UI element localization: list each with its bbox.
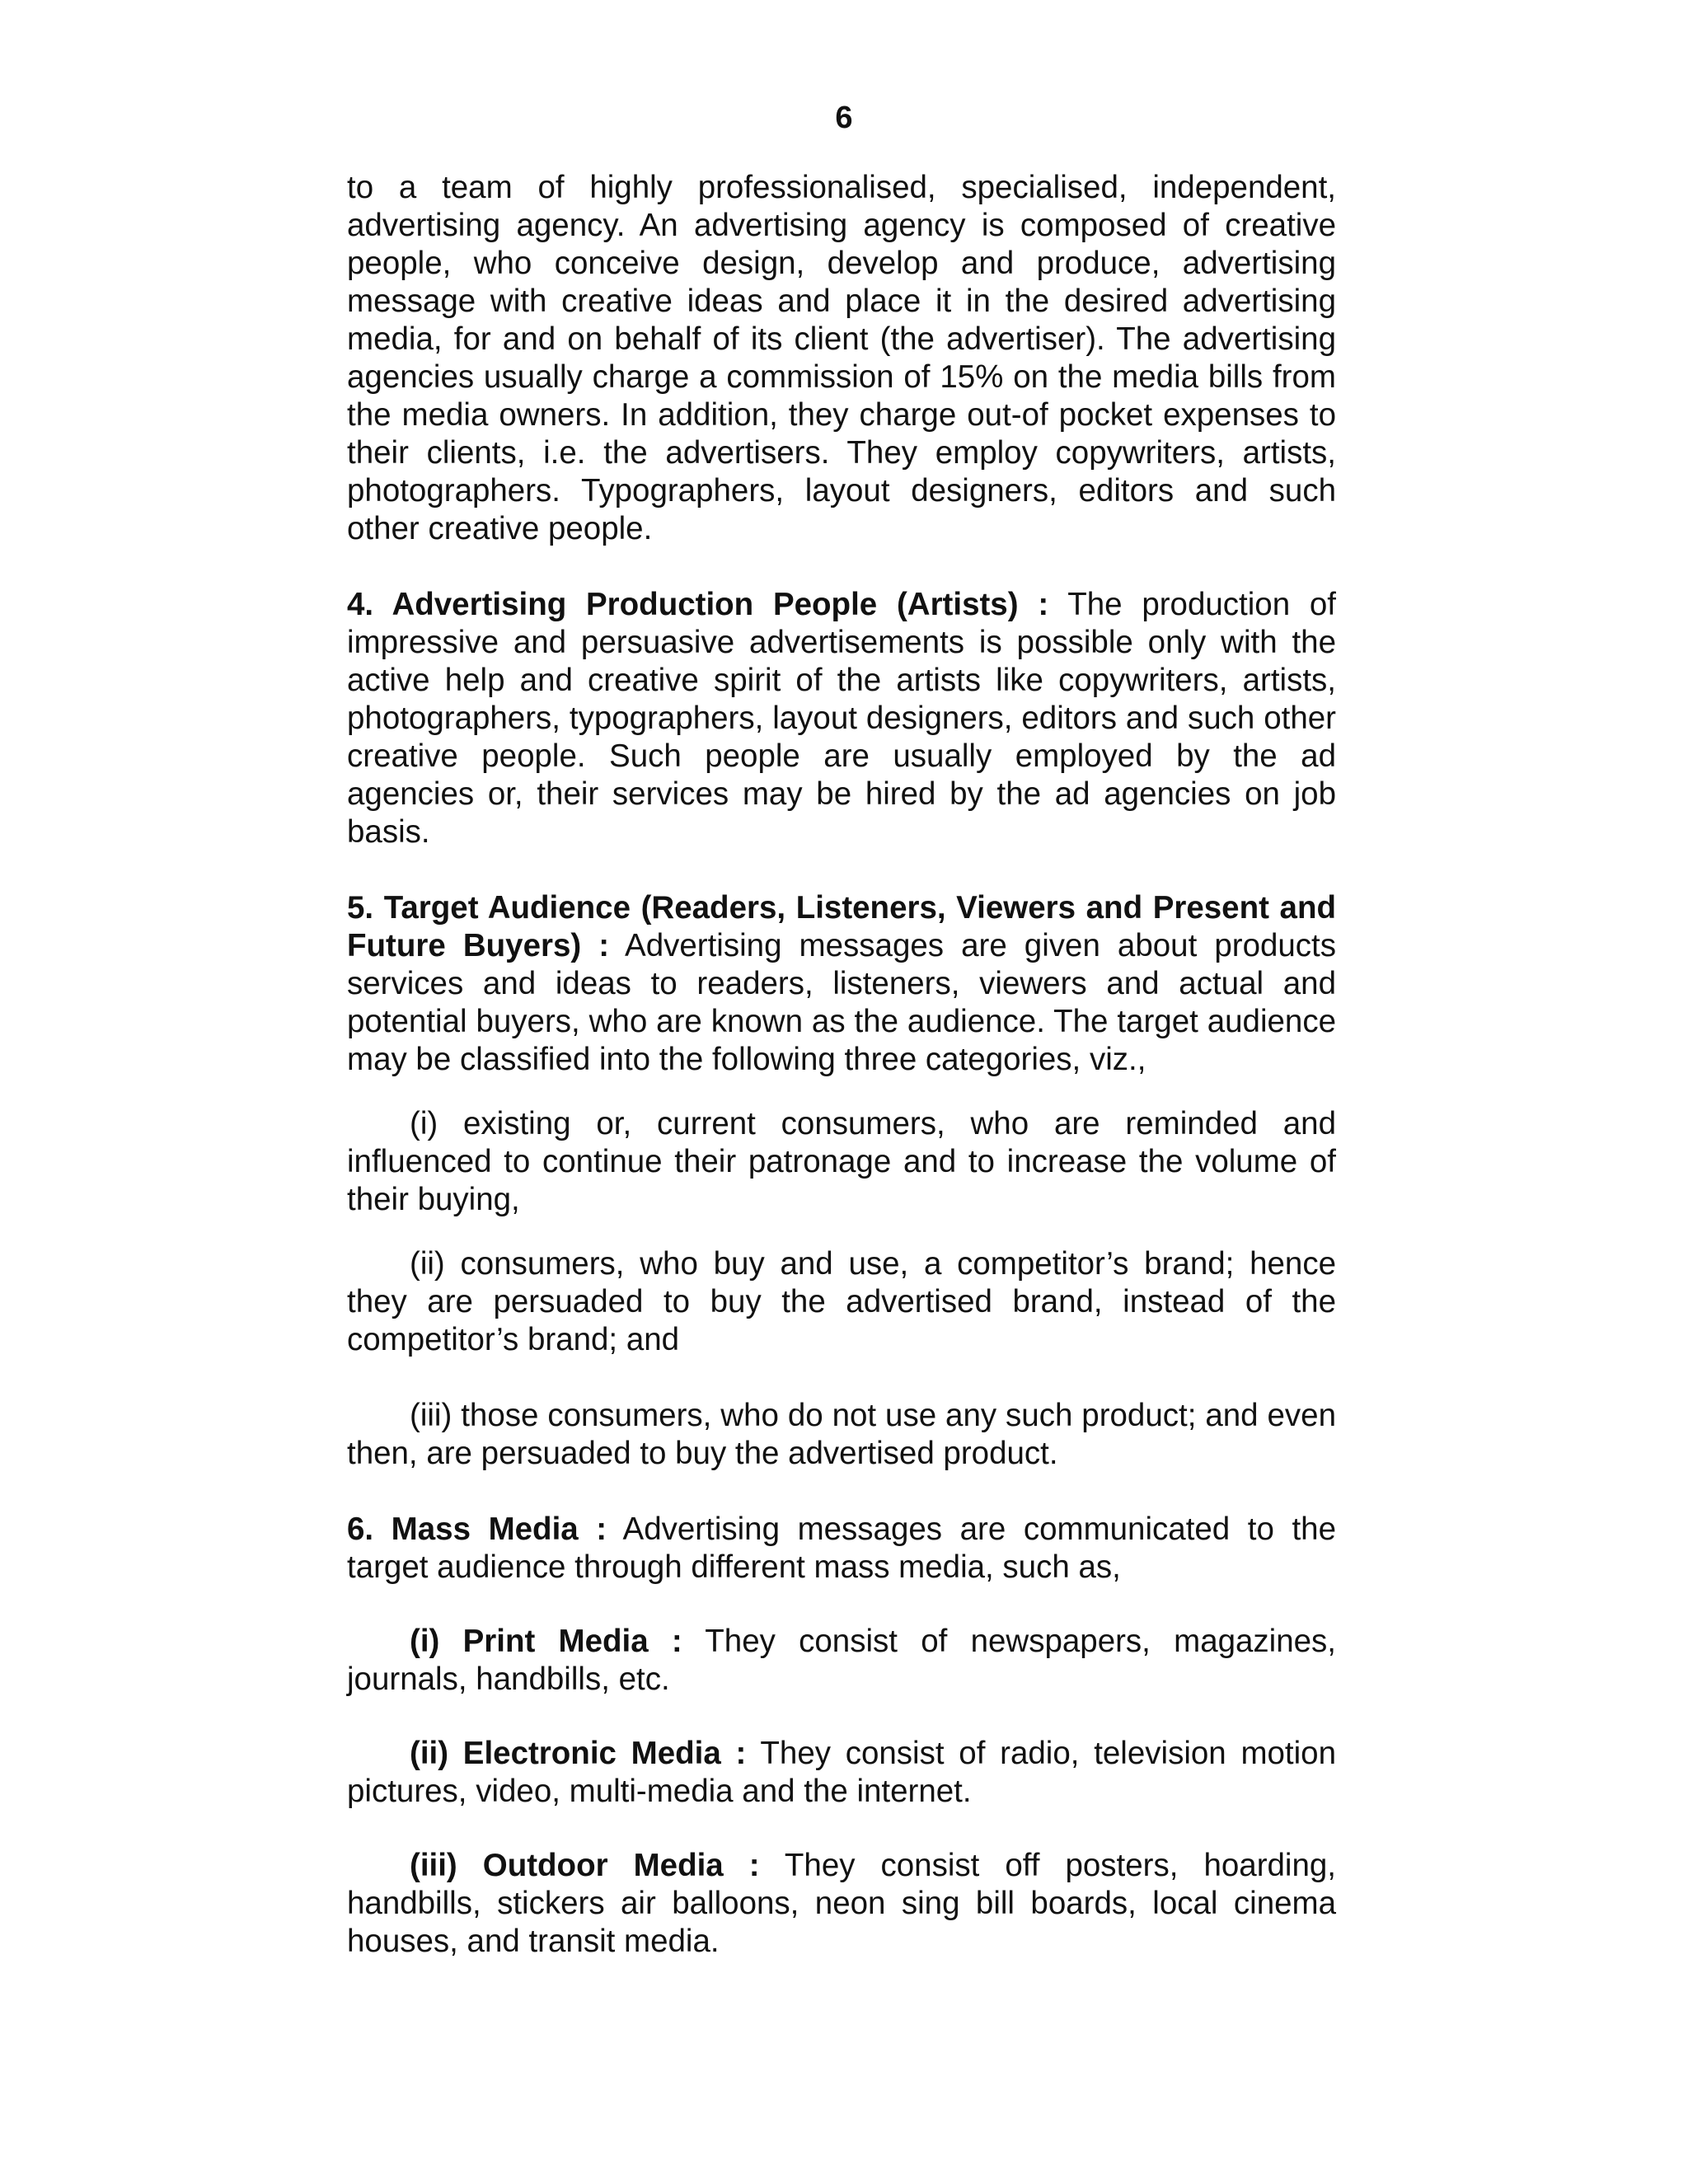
continuation-paragraph: to a team of highly professionalised, specialised, independent, advertising agency. An advertising agency is composed of creative people, who conceive design, develop and produce, advertising message with creative ideas and place it in the desired advertising media, for and on behalf of its client (the advertiser). The advertising agencies usually charge a commission of 15% on the media bills from the media owners. In addition, they charge out-of pocket expenses to their clients, i.e. the advertisers. They employ copywriters, artists, photographers. Typographers, layout designers, editors and such other creative people.: [347, 170, 1336, 546]
section-4-heading: 4. Advertising Production People (Artists) :: [347, 587, 1049, 622]
text-column: [347, 169, 1336, 1961]
section-5-body: Advertising messages are given about products services and ideas to readers, listeners, viewers and actual and potential buyers, who are known as the audience. The target audience may be classified into the following three categories, viz.,: [347, 928, 1336, 1077]
section-6-body: Advertising messages are communicated to the target audience through different mass media, such as,: [347, 1511, 1336, 1585]
media-electronic-body: They consist of radio, television motion pictures, video, multi-media and the internet.: [347, 1736, 1336, 1809]
audience-item-3: (iii) those consumers, who do not use any such product; and even then, are persuaded to buy the advertised product.: [347, 1398, 1336, 1471]
section-4-body: The production of impressive and persuasive advertisements is possible only with the active help and creative spirit of the artists like copywriters, artists, photographers, typographers, layout designers, editors and such other creative people. Such people are usually employed by the ad agencies or, their services may be hired by the ad agencies on job basis.: [347, 587, 1336, 850]
media-outdoor-body: They consist off posters, hoarding, handbills, stickers air balloons, neon sing bill boards, local cinema houses, and transit media.: [347, 1848, 1336, 1959]
section-6-heading: 6. Mass Media :: [347, 1511, 607, 1547]
media-outdoor-heading: (iii) Outdoor Media :: [410, 1848, 760, 1883]
audience-item-2: (ii) consumers, who buy and use, a competitor’s brand; hence they are persuaded to buy the advertised brand, instead of the competitor’s brand; and: [347, 1246, 1336, 1357]
section-6-paragraph: [347, 1511, 1336, 1586]
section-5-paragraph: [347, 889, 1336, 1079]
media-print-body: They consist of newspapers, magazines, journals, handbills, etc.: [347, 1624, 1336, 1697]
media-electronic-heading: (ii) Electronic Media :: [410, 1736, 747, 1771]
section-4-paragraph: [347, 586, 1336, 851]
media-print-heading: (i) Print Media :: [410, 1624, 682, 1659]
page-number: 6: [835, 101, 853, 135]
media-item-electronic: [347, 1735, 1336, 1811]
media-item-outdoor: [347, 1847, 1336, 1961]
media-item-print: [347, 1623, 1336, 1699]
audience-item-1: (i) existing or, current consumers, who are reminded and influenced to continue their patronage and to increase the volume of their buying,: [347, 1106, 1336, 1217]
section-5-heading: 5. Target Audience (Readers, Listeners, Viewers and Present and Future Buyers) :: [347, 890, 1336, 963]
